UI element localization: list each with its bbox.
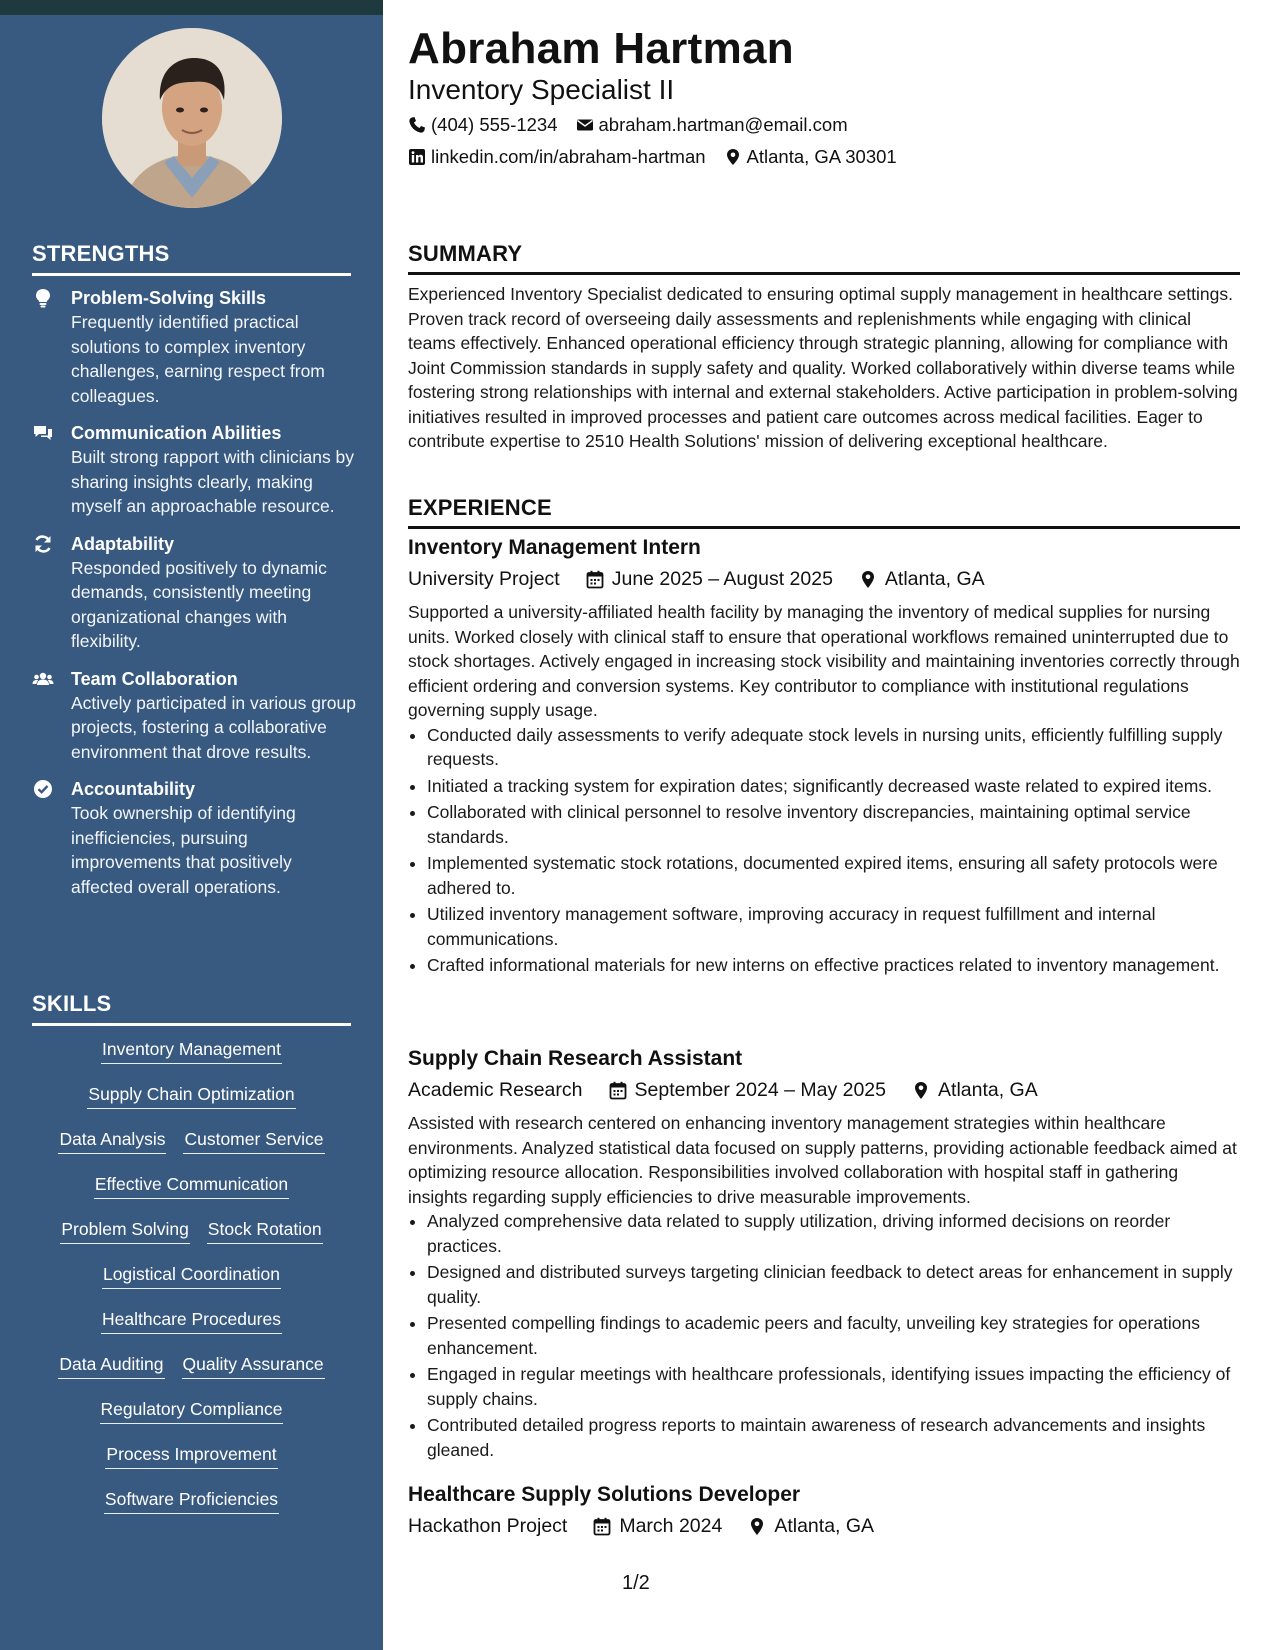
skill-tag: Problem Solving <box>60 1218 189 1244</box>
job-dates: June 2025 – August 2025 <box>611 568 833 590</box>
contact-location <box>724 146 897 168</box>
strength-item <box>32 286 357 408</box>
map-pin-icon <box>724 148 742 166</box>
contact-phone <box>408 114 558 136</box>
strength-title: Team Collaboration <box>71 668 238 689</box>
job-description: Assisted with research centered on enhancing inventory management strategies within healthcare environments. Analyzed statistical data focused on supply patterns, providing actionable feedback aimed at optimizing resource allocation. Responsibilities involved collaboration with hospital staff in gathering insights regarding supply efficiencies to drive measurable improvements. <box>408 1113 1237 1207</box>
sidebar-top-strip <box>0 0 383 15</box>
skill-row <box>32 1128 351 1173</box>
skills-list <box>32 1038 351 1533</box>
skill-tag: Inventory Management <box>101 1038 282 1064</box>
skill-row <box>32 1353 351 1398</box>
contact-linkedin <box>408 146 706 168</box>
profile-photo <box>102 28 282 208</box>
skill-tag: Stock Rotation <box>207 1218 323 1244</box>
sidebar <box>0 0 383 1650</box>
strength-desc: Took ownership of identifying inefficiencies, pursuing improvements that positively affected overall operations. <box>71 803 296 897</box>
strength-desc: Actively participated in various group projects, fostering a collaborative environment that drove results. <box>71 692 357 762</box>
job-meta <box>408 565 1240 593</box>
job-bullet: • Designed and distributed surveys targeting clinician feedback to detect areas for enhancement in supply quality. <box>427 1260 1240 1309</box>
strength-item <box>32 421 357 519</box>
job-bullet: • Contributed detailed progress reports to maintain awareness of research advancements and insights gleaned. <box>427 1413 1240 1462</box>
skill-tag: Data Auditing <box>58 1353 164 1379</box>
job-location: Atlanta, GA <box>938 1079 1038 1101</box>
strengths-heading: STRENGTHS <box>32 241 351 276</box>
calendar-icon <box>586 570 604 589</box>
job-description: Supported a university-affiliated health facility by managing the inventory of medical supplies for nursing units. Worked closely with clinical staff to ensure that operational workflows remained uninterrupted due to stock shortages. Actively engaged in increasing stock visibility and maintaining inventories correctly through efficient ordering and conversion systems. Key contributor to compliance with institutional regulations governing supply usage. <box>408 602 1240 720</box>
calendar-icon <box>593 1517 611 1536</box>
job-bullet: • Initiated a tracking system for expiration dates; significantly decreased waste related to expired items. <box>427 774 1240 799</box>
chat-icon <box>32 423 56 443</box>
skill-row <box>32 1443 351 1488</box>
strength-item <box>32 532 357 654</box>
skill-row <box>32 1173 351 1218</box>
experience-item <box>408 1045 1240 1464</box>
candidate-name: Abraham Hartman <box>408 24 794 73</box>
users-icon <box>32 669 56 689</box>
job-meta <box>408 1512 1240 1540</box>
job-bullet: • Implemented systematic stock rotations, documented expired items, ensuring all safety protocols were adhered to. <box>427 851 1240 900</box>
skill-tag: Effective Communication <box>94 1173 289 1199</box>
location-text: Atlanta, GA 30301 <box>746 146 897 167</box>
job-bullet: • Collaborated with clinical personnel to resolve inventory discrepancies, maintaining optimal service standards. <box>427 800 1240 849</box>
skill-row <box>32 1488 351 1533</box>
job-title: Supply Chain Research Assistant <box>408 1047 743 1070</box>
skill-row <box>32 1083 351 1128</box>
job-title: Healthcare Supply Solutions Developer <box>408 1483 801 1506</box>
job-title: Inventory Management Intern <box>408 536 701 559</box>
linkedin-link[interactable]: linkedin.com/in/abraham-hartman <box>431 146 706 167</box>
summary-text: Experienced Inventory Specialist dedicated to ensuring optimal supply management in healthcare settings. Proven track record of overseeing daily assessments and replenishments while engaging with clinical teams effectively. Enhanced operational efficiency through strategic planning, allowing for compliance with Joint Commission standards in supply safety and quality. Worked collaboratively within diverse teams while fostering strong relationships with internal and external stakeholders. Active participation in problem-solving initiatives resulted in improved processes and patient care outcomes across medical facilities. Eager to contribute expertise to 2510 Health Solutions' mission of delivering exceptional healthcare. <box>408 284 1238 451</box>
job-bullet: • Engaged in regular meetings with healthcare professionals, identifying issues impacting the efficiency of supply chains. <box>427 1362 1240 1411</box>
strength-item <box>32 777 357 899</box>
skill-row <box>32 1218 351 1263</box>
strength-item <box>32 667 357 765</box>
job-bullets <box>408 723 1240 978</box>
skill-row <box>32 1308 351 1353</box>
skill-tag: Supply Chain Optimization <box>87 1083 295 1109</box>
map-pin-icon <box>748 1517 766 1536</box>
job-dates: March 2024 <box>619 1515 723 1537</box>
check-circle-icon <box>32 779 56 799</box>
job-location: Atlanta, GA <box>774 1515 875 1537</box>
phone-text[interactable]: (404) 555-1234 <box>431 114 558 135</box>
contact-line-1 <box>408 114 848 136</box>
skill-tag: Process Improvement <box>105 1443 277 1469</box>
skill-tag: Software Proficiencies <box>104 1488 279 1514</box>
job-bullet: • Analyzed comprehensive data related to supply utilization, driving informed decisions on reorder practices. <box>427 1209 1240 1258</box>
job-meta <box>408 1076 1240 1104</box>
map-pin-icon <box>912 1081 930 1100</box>
experience-item <box>408 1481 1240 1540</box>
job-location: Atlanta, GA <box>884 568 985 590</box>
contact-email <box>576 114 848 136</box>
strengths-list <box>32 286 357 912</box>
strength-title: Accountability <box>71 779 196 799</box>
skill-row <box>32 1398 351 1443</box>
contact-line-2 <box>408 146 897 168</box>
strength-desc: Responded positively to dynamic demands, consistently meeting organizational changes with flexibility. <box>71 557 327 651</box>
job-dates: September 2024 – May 2025 <box>634 1079 887 1101</box>
skill-tag: Regulatory Compliance <box>100 1398 284 1424</box>
skills-heading: SKILLS <box>32 991 351 1026</box>
lightbulb-icon <box>32 288 56 308</box>
job-org: Academic Research <box>408 1079 583 1101</box>
skill-row <box>32 1263 351 1308</box>
skill-tag: Customer Service <box>183 1128 324 1154</box>
job-org: University Project <box>408 568 560 590</box>
page-number: 1/2 <box>622 1572 650 1594</box>
strength-title: Problem-Solving Skills <box>71 288 267 308</box>
phone-icon <box>408 116 426 134</box>
job-bullet: • Presented compelling findings to academic peers and faculty, unveiling key strategies for operations enhancement. <box>427 1311 1240 1360</box>
experience-heading: EXPERIENCE <box>408 495 1240 529</box>
job-org: Hackathon Project <box>408 1515 568 1537</box>
strength-title: Communication Abilities <box>71 423 282 443</box>
strength-desc: Built strong rapport with clinicians by sharing insights clearly, making myself an approachable resource. <box>71 447 355 516</box>
strength-desc: Frequently identified practical solutions to complex inventory challenges, earning respect from colleagues. <box>71 312 325 406</box>
job-bullet: • Conducted daily assessments to verify adequate stock levels in nursing units, efficiently fulfilling supply requests. <box>427 723 1240 772</box>
skill-tag: Quality Assurance <box>182 1353 325 1379</box>
job-bullet: • Crafted informational materials for new interns on effective practices related to inventory management. <box>427 953 1240 978</box>
envelope-icon <box>576 116 594 134</box>
avatar <box>102 28 282 208</box>
experience-item <box>408 534 1240 980</box>
summary-heading: SUMMARY <box>408 241 1240 275</box>
calendar-icon <box>609 1081 627 1100</box>
linkedin-icon <box>408 148 426 166</box>
skill-row <box>32 1038 351 1083</box>
skill-tag: Logistical Coordination <box>102 1263 281 1289</box>
email-link[interactable]: abraham.hartman@email.com <box>598 114 848 135</box>
job-bullets <box>408 1209 1240 1462</box>
refresh-icon <box>32 534 56 554</box>
map-pin-icon <box>859 570 877 589</box>
strength-title: Adaptability <box>71 533 175 554</box>
skill-tag: Data Analysis <box>58 1128 166 1154</box>
job-bullet: • Utilized inventory management software, improving accuracy in request fulfillment and internal communications. <box>427 902 1240 951</box>
skill-tag: Healthcare Procedures <box>101 1308 282 1334</box>
candidate-title: Inventory Specialist II <box>408 74 675 105</box>
